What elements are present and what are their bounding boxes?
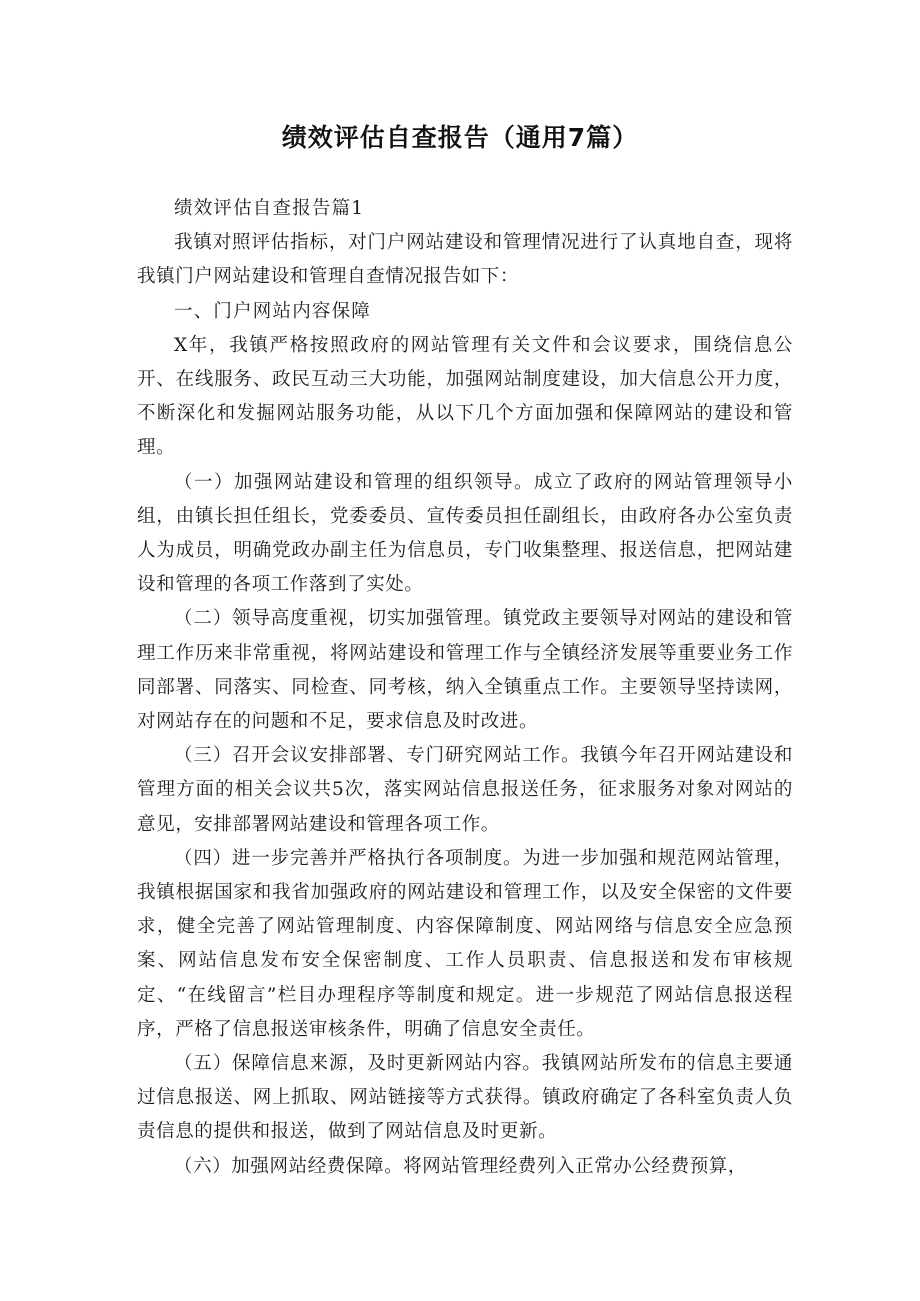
item-6-paragraph: （六）加强网站经费保障。将网站管理经费列入正常办公经费预算， bbox=[174, 1155, 748, 1177]
item-5-paragraph: （五）保障信息来源，及时更新网站内容。我镇网站所发布的信息主要通过信息报送、网上抓取、网站链接等方式获得。镇政府确定了各科室负责人负责信息的提供和报送，做到了网站信息及时更新。 bbox=[137, 1053, 793, 1143]
section-heading-content-guarantee: 一、门户网站内容保障 bbox=[174, 300, 372, 322]
document-body bbox=[137, 192, 793, 1184]
item-3-paragraph: （三）召开会议安排部署、专门研究网站工作。我镇今年召开网站建设和管理方面的相关会议共5次，落实网站信息报送任务，征求服务对象对网站的意见，安排部署网站建设和管理各项工作。 bbox=[137, 745, 793, 835]
document-title: 绩效评估自查报告（通用7篇） bbox=[281, 123, 639, 152]
section-heading-part-1: 绩效评估自查报告篇1 bbox=[174, 198, 365, 219]
item-4-paragraph: （四）进一步完善并严格执行各项制度。为进一步加强和规范网站管理，我镇根据国家和我省加强政府的网站建设和管理工作，以及安全保密的文件要求，健全完善了网站管理制度、内容保障制度、网站网络与信息安全应急预案、网站信息发布安全保密制度、工作人员职责、信息报送和发布审核规定、“在线留言”栏目办理程序等制度和规定。进一步规范了网站信息报送程序，严格了信息报送审核条件，明确了信息安全责任。 bbox=[137, 847, 793, 1040]
item-2-paragraph: （二）领导高度重视，切实加强管理。镇党政主要领导对网站的建设和管理工作历来非常重视，将网站建设和管理工作与全镇经济发展等重要业务工作同部署、同落实、同检查、同考核，纳入全镇重点工作。主要领导坚持读网，对网站存在的问题和不足，要求信息及时改进。 bbox=[137, 608, 793, 733]
item-1-paragraph: （一）加强网站建设和管理的组织领导。成立了政府的网站管理领导小组，由镇长担任组长，党委委员、宣传委员担任副组长，由政府各办公室负责人为成员，明确党政办副主任为信息员，专门收集整理、报送信息，把网站建设和管理的各项工作落到了实处。 bbox=[137, 471, 793, 596]
overview-paragraph: X年，我镇严格按照政府的网站管理有关文件和会议要求，围绕信息公开、在线服务、政民互动三大功能，加强网站制度建设，加大信息公开力度，不断深化和发掘网站服务功能，从以下几个方面加强和保障网站的建设和管理。 bbox=[137, 334, 793, 459]
intro-paragraph: 我镇对照评估指标，对门户网站建设和管理情况进行了认真地自查，现将我镇门户网站建设和管理自查情况报告如下： bbox=[137, 232, 793, 288]
